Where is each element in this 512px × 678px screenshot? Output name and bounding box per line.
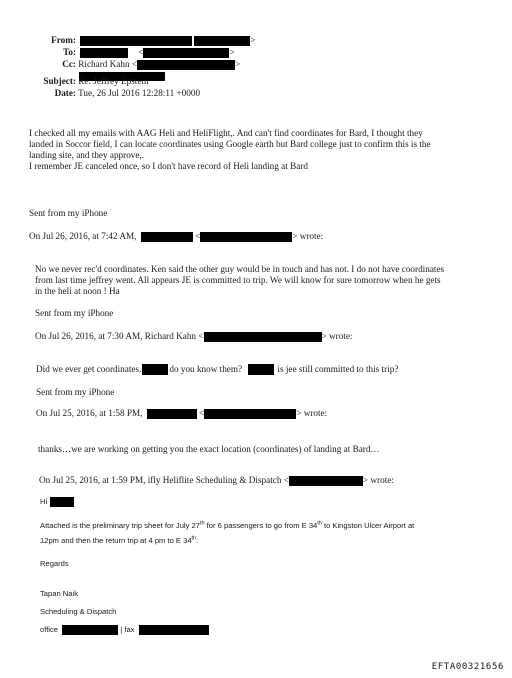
to-row: [20, 47, 235, 58]
quote-body-3: [36, 364, 398, 375]
body-text: is jee still committed to this trip?: [277, 364, 399, 374]
quote-header-4: [39, 475, 394, 486]
body-line: from last time jeffrey went. All appears JE is committed to trip. We will know for sure tomorrow when he gets: [35, 275, 441, 285]
redaction-box: [200, 232, 292, 242]
from-row: [20, 35, 255, 46]
redaction-box: [141, 232, 193, 242]
greeting: [40, 497, 74, 507]
body-paragraph-2: [35, 264, 444, 297]
from-label: From:: [51, 35, 76, 45]
body-text: for 6 passengers to go from E 34: [204, 521, 318, 530]
fax-label: | fax: [120, 625, 135, 634]
body-text: to Kingston Ulcer Airport at: [321, 521, 415, 530]
quote-header-1: [29, 231, 323, 242]
quote-prefix: On Jul 25, 2016, at 1:59 PM, ifly Heliflite Scheduling & Dispatch <: [39, 475, 289, 485]
quote-prefix: On Jul 25, 2016, at 1:58 PM,: [36, 408, 143, 418]
bracket-close: >: [235, 59, 241, 69]
date-row: [20, 88, 200, 99]
redaction-box: [204, 332, 322, 342]
sent-from-iphone: Sent from my iPhone: [36, 387, 115, 397]
redaction-box: [204, 409, 296, 419]
wrote-text: > wrote:: [362, 475, 394, 485]
quote-header-3: [36, 408, 327, 419]
cc-name: Richard Kahn <: [78, 59, 138, 69]
superscript: th: [317, 520, 322, 527]
superscript: th: [199, 520, 205, 527]
redaction-box: [139, 625, 209, 635]
body-line: in the heli at noon ! Ha: [35, 286, 120, 296]
subject-value: Re: Jeffrey Epstein: [78, 76, 149, 86]
redaction-box: [80, 48, 128, 58]
superscript: th: [191, 535, 197, 542]
body-text: .: [196, 536, 199, 545]
subject-row: [20, 76, 149, 87]
quote-header-2: [35, 331, 352, 342]
bracket-open: <: [199, 408, 205, 418]
redaction-box: [143, 48, 229, 58]
body-line: No we never rec'd coordinates. Ken said the other guy would be in touch and has not. I do not have coordinates: [35, 264, 445, 274]
body-text: Attached is the preliminary trip sheet for July 27: [40, 521, 200, 530]
attached-line-2: [40, 536, 198, 546]
body-text: 12pm and then the return trip at 4 pm to E 34: [40, 536, 192, 545]
signature-title: Scheduling & Dispatch: [40, 607, 117, 616]
redaction-box: [50, 497, 74, 507]
redaction-box: [289, 476, 363, 486]
wrote-text: > wrote:: [321, 331, 353, 341]
bracket-close: >: [229, 47, 235, 57]
date-label: Date:: [54, 88, 76, 98]
subject-label: Subject:: [43, 76, 76, 86]
greeting-text: Hi: [40, 497, 48, 506]
signature-name: Tapan Naik: [40, 589, 78, 598]
body-line: I checked all my emails with AAG Heli and HeliFlight,. And can't find coordinates for Bard, I thought they: [29, 128, 423, 138]
sent-from-iphone: Sent from my iPhone: [35, 308, 114, 318]
body-line: landing site, and they approve,.: [29, 150, 145, 160]
body-line: I remember JE canceled once, so I don't have record of Heli landing at Bard: [29, 161, 308, 171]
sent-from-iphone: Sent from my iPhone: [29, 208, 108, 218]
quote-prefix: On Jul 26, 2016, at 7:42 AM,: [29, 231, 137, 241]
cc-label: Cc:: [62, 59, 76, 69]
attached-line-1: [40, 521, 414, 531]
office-label: office: [40, 625, 59, 634]
date-value: Tue, 26 Jul 2016 12:28:11 +0000: [78, 88, 201, 98]
wrote-text: > wrote:: [292, 231, 324, 241]
quote-prefix: On Jul 26, 2016, at 7:30 AM, Richard Kahn <: [35, 331, 204, 341]
to-label: To:: [63, 47, 76, 57]
bracket-close: >: [250, 35, 256, 45]
redaction-box: [147, 409, 197, 419]
redaction-box: [194, 36, 250, 46]
bracket-open: <: [138, 47, 144, 57]
body-line: landed in Soccor field, I can locate coordinates using Google earth but Bard college just to confirm this is the: [29, 139, 431, 149]
redaction-box: [62, 625, 118, 635]
body-text: do you know them?: [169, 364, 243, 374]
thanks-line: thanks…we are working on getting you the exact location (coordinates) of landing at Bard…: [38, 444, 380, 454]
bates-number: EFTA00321656: [431, 662, 504, 672]
redaction-box: [248, 364, 274, 375]
body-text: Did we ever get coordinates.: [36, 364, 142, 374]
wrote-text: > wrote:: [296, 408, 328, 418]
redaction-box: [80, 36, 192, 46]
redaction-box: [137, 60, 235, 70]
cc-row: [20, 59, 240, 70]
body-paragraph-1: [29, 128, 431, 172]
regards: Regards: [40, 559, 69, 568]
bracket-open: <: [195, 231, 201, 241]
signature-contact: [40, 625, 209, 635]
redaction-box: [142, 364, 168, 375]
